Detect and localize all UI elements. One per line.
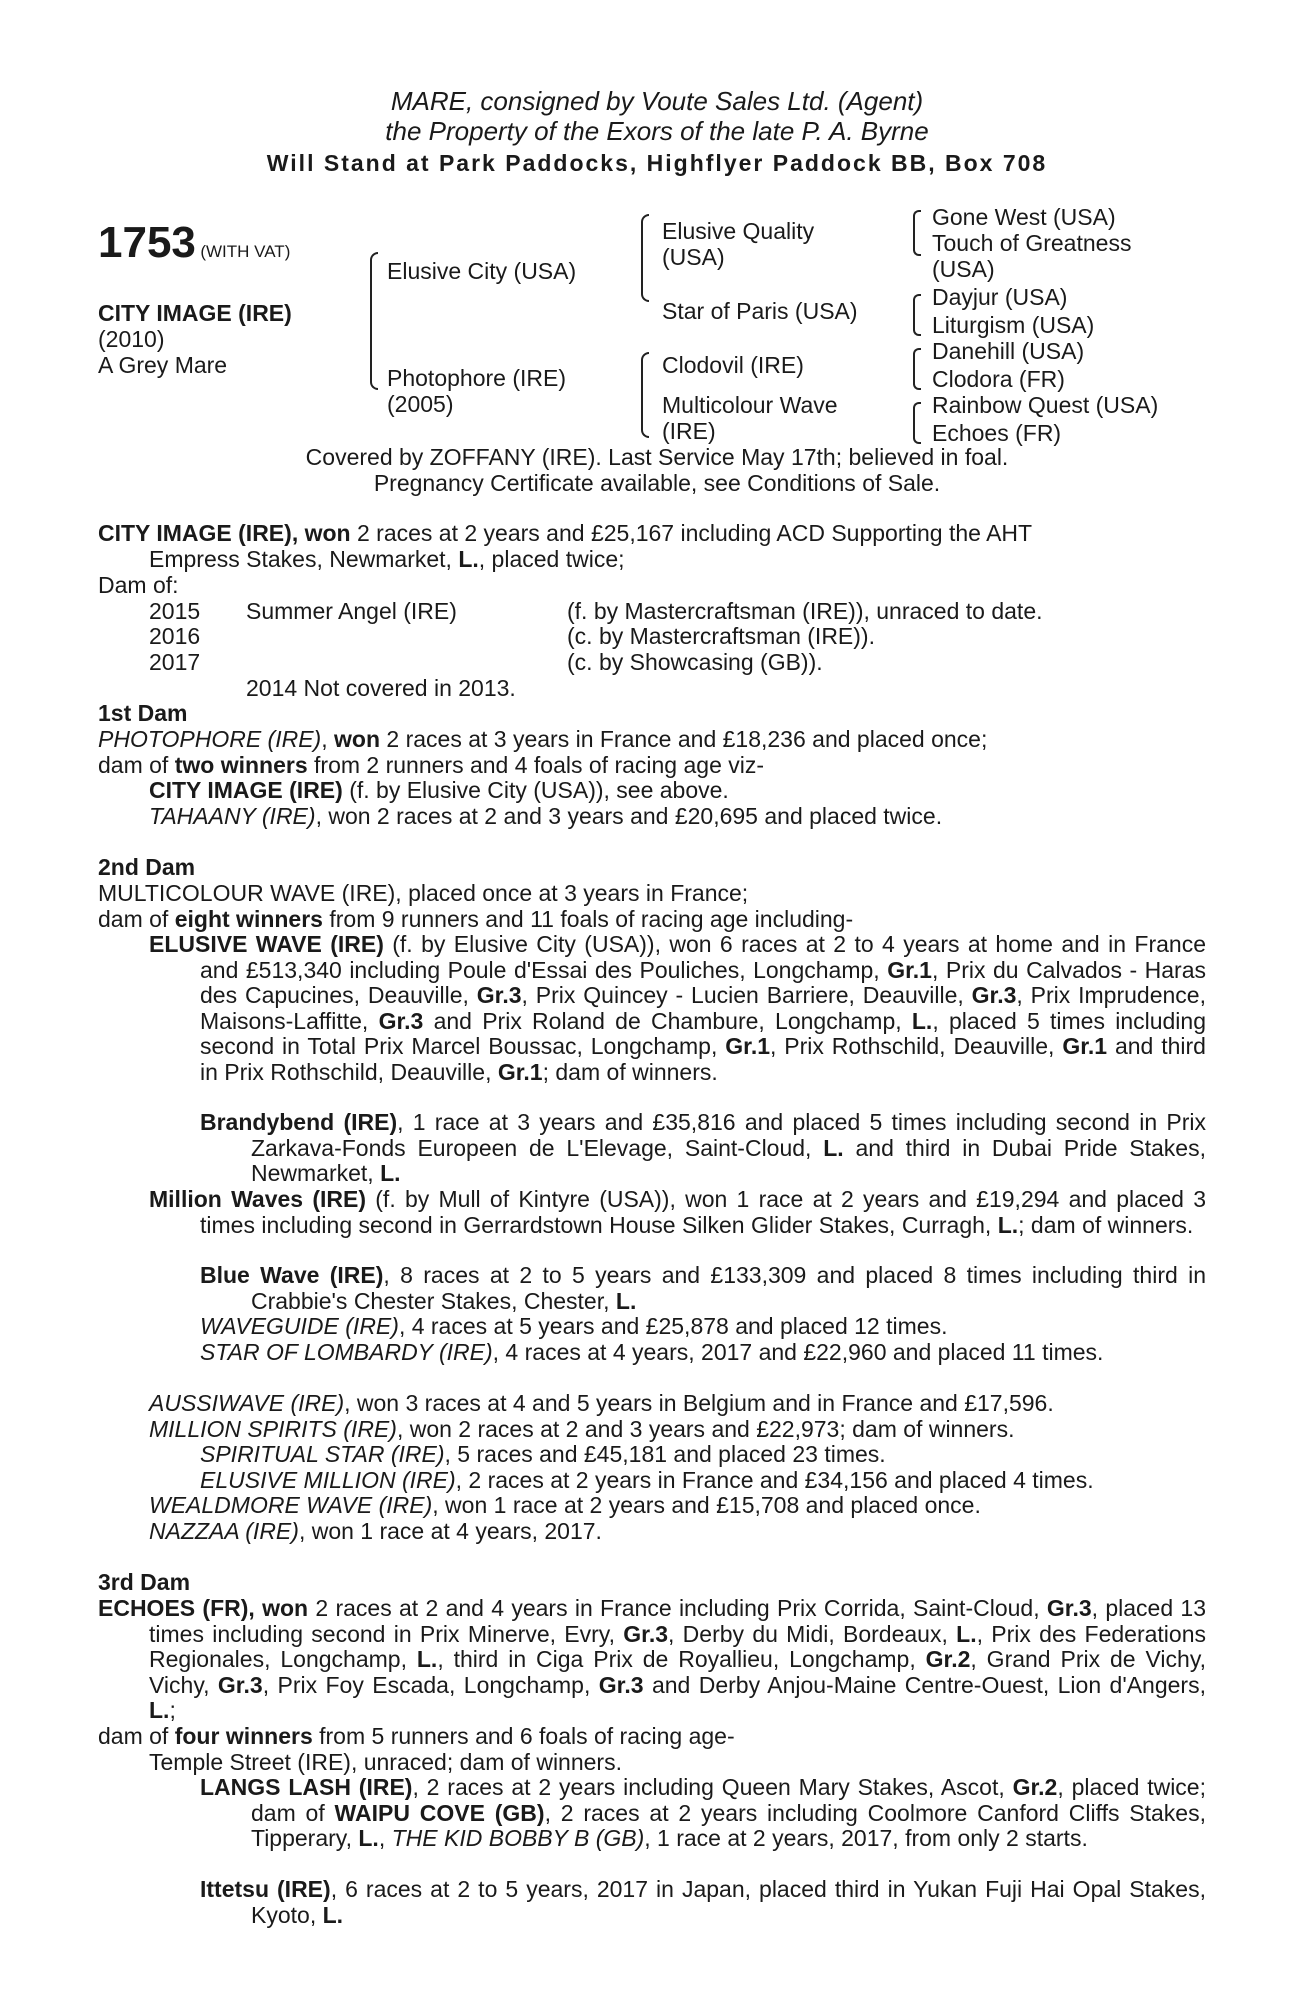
horse-name: CITY IMAGE (IRE) — [98, 300, 292, 326]
grandsire-4: Rainbow Quest (USA) — [932, 392, 1159, 418]
pedigree-brace — [641, 214, 649, 302]
produce-name: Summer Angel (IRE) — [246, 598, 457, 624]
record-line — [200, 1442, 886, 1468]
record-line — [98, 753, 764, 779]
pedigree-brace — [641, 352, 649, 438]
record-text: , 2 races at 2 years including Coolmore Canford Cliffs Stakes, Tipperary, — [251, 1799, 1206, 1851]
record-text: ; dam of winners. — [1018, 1211, 1194, 1238]
horse-name-ref: Blue Wave (IRE) — [200, 1262, 384, 1288]
record-paragraph — [200, 1774, 1206, 1852]
pedigree-brace — [370, 252, 378, 390]
record-line — [149, 1493, 981, 1519]
horse-name-ref: WAVEGUIDE (IRE) — [200, 1313, 399, 1339]
listed-tag: L. — [956, 1620, 977, 1647]
record-text: , Prix Foy Escada, Longchamp, — [262, 1671, 599, 1698]
dam-dam: Multicolour Wave — [662, 392, 838, 418]
record-text: from 9 runners and 11 foals of racing age including- — [322, 906, 854, 932]
horse-name-ref: ELUSIVE MILLION (IRE) — [200, 1467, 456, 1493]
record-line — [200, 1314, 947, 1340]
record-text: and Prix Roland de Chambure, Longchamp, — [423, 1007, 912, 1034]
record-paragraph — [98, 1595, 1206, 1724]
record-line — [200, 1468, 1094, 1494]
horse-name-ref: Brandybend (IRE) — [200, 1109, 398, 1135]
pedigree-brace — [913, 294, 921, 336]
record-text: from 5 runners and 6 foals of racing age- — [312, 1723, 735, 1749]
record-text: , 4 races at 4 years, 2017 and £22,960 and placed 11 times. — [492, 1339, 1104, 1365]
horse-name-ref: Million Waves (IRE) — [149, 1186, 367, 1212]
record-text: , 2 races at 2 years including Queen Mary Stakes, Ascot, — [412, 1774, 1013, 1800]
listed-tag: L. — [823, 1134, 844, 1161]
record-text: , Grand Prix de Vichy, Vichy, — [149, 1646, 1206, 1698]
record-text: , 1 race at 2 years, 2017, from only 2 starts. — [644, 1825, 1088, 1851]
listed-tag: L. — [911, 1007, 933, 1034]
record-paragraph — [200, 1262, 1207, 1314]
record-paragraph — [200, 1876, 1206, 1928]
record-line — [98, 907, 853, 933]
horse-name-ref: SPIRITUAL STAR (IRE) — [200, 1441, 445, 1467]
grade-tag: Gr.3 — [971, 982, 1017, 1008]
record-paragraph — [149, 931, 1206, 1085]
horse-year: (2010) — [98, 326, 165, 352]
record-text: and Derby Anjou-Maine Centre-Ouest, Lion d'Angers, — [643, 1671, 1206, 1698]
grade-tag: Gr.2 — [1012, 1774, 1058, 1800]
horse-name-ref: THE KID BOBBY B (GB) — [391, 1825, 645, 1851]
record-text: dam of — [98, 752, 175, 778]
record-paragraph — [149, 1186, 1207, 1238]
vat-note: (WITH VAT) — [200, 242, 291, 261]
pedigree-brace — [913, 348, 921, 390]
grade-tag: Gr.2 — [925, 1646, 971, 1672]
grade-tag: Gr.3 — [476, 982, 522, 1008]
sire: Elusive City (USA) — [387, 258, 577, 284]
record-line — [149, 1391, 1054, 1417]
produce-info: (f. by Mastercraftsman (IRE)), unraced to date. — [567, 598, 1043, 624]
grandsire-3: Danehill (USA) — [932, 338, 1085, 364]
record-text: 2 races at 2 and 4 years in France including Prix Corrida, Saint-Cloud, — [308, 1595, 1047, 1621]
pedigree-brace — [913, 210, 921, 256]
record-text: , placed twice; dam of — [251, 1774, 1206, 1826]
horse-name-ref: PHOTOPHORE (IRE) — [98, 726, 322, 752]
grade-tag: Gr.3 — [623, 1620, 669, 1647]
record-text: , Prix des Federations Regionales, Longchamp, — [149, 1620, 1206, 1672]
record-line: MULTICOLOUR WAVE (IRE), placed once at 3 years in France; — [98, 880, 749, 906]
covered-note: Covered by ZOFFANY (IRE). Last Service May 17th; believed in foal. — [305, 444, 1009, 470]
record-text: , third in Ciga Prix de Royallieu, Longchamp, — [437, 1646, 926, 1672]
record-text: , won 1 race at 4 years, 2017. — [298, 1518, 602, 1544]
record-text: , 6 races at 2 to 5 years, 2017 in Japan, placed third in Yukan Fuji Hai Opal Stakes, Kyoto, — [251, 1876, 1206, 1928]
listed-tag: L. — [615, 1287, 637, 1314]
pregnancy-note: Pregnancy Certificate available, see Conditions of Sale. — [373, 470, 941, 496]
produce-year: 2016 — [149, 623, 201, 649]
winners-count: eight winners — [174, 906, 323, 932]
horse-name-ref: Ittetsu (IRE) — [200, 1876, 331, 1902]
record-text: ; — [169, 1697, 176, 1723]
horse-name-ref: WEALDMORE WAVE (IRE) — [149, 1492, 433, 1518]
record-text: Empress Stakes, Newmarket, — [149, 546, 459, 572]
horse-name-ref: LANGS LASH (IRE) — [200, 1774, 413, 1800]
record-line — [98, 727, 987, 753]
record-line — [98, 1724, 735, 1750]
record-line — [149, 778, 729, 804]
record-text: , 2 races at 2 years in France and £34,156 and placed 4 times. — [455, 1467, 1094, 1493]
dam-of-label: Dam of: — [98, 572, 179, 598]
record-text: , won 2 races at 2 and 3 years and £22,973; dam of winners. — [396, 1416, 1015, 1442]
record-text: , 8 races at 2 to 5 years and £133,309 and placed 8 times including third in Crabbie's Chester Stakes, Chester, — [251, 1262, 1207, 1314]
grade-tag: Gr.1 — [1062, 1033, 1108, 1059]
pedigree-brace — [913, 402, 921, 444]
header-property: the Property of the Exors of the late P. A. Byrne — [385, 116, 929, 146]
lot-number-row — [98, 218, 290, 268]
record-text: , won 1 race at 2 years and £15,708 and placed once. — [432, 1492, 981, 1518]
first-dam-heading: 1st Dam — [98, 700, 188, 726]
horse-name-ref: CITY IMAGE (IRE) — [149, 777, 343, 803]
record-text: , won 3 races at 4 and 5 years in Belgium and in France and £17,596. — [344, 1390, 1054, 1416]
record-text: and third in Dubai Pride Stakes, Newmarket, — [251, 1134, 1206, 1186]
record-text: 2 races at 3 years in France and £18,236 and placed once; — [380, 726, 988, 752]
horse-name-ref: TAHAANY (IRE) — [149, 803, 316, 829]
won-label: , won — [291, 520, 351, 546]
horse-name-ref: ELUSIVE WAVE (IRE) — [149, 931, 384, 957]
listed-tag: L. — [458, 546, 479, 572]
record-text: , 1 race at 3 years and £35,816 and placed 5 times including second in Prix Zarkava-Fonds Europeen de L'Elevage, Saint-Cloud, — [251, 1109, 1206, 1161]
produce-year: 2017 — [149, 649, 201, 675]
dam-year: (2005) — [387, 391, 454, 417]
listed-tag: L. — [997, 1211, 1019, 1238]
grade-tag: Gr.3 — [1046, 1595, 1092, 1621]
granddam-1: Touch of Greatness — [932, 230, 1132, 256]
record-text: , Prix Imprudence, Maisons-Laffitte, — [200, 982, 1206, 1034]
horse-name-ref: MILLION SPIRITS (IRE) — [149, 1416, 397, 1442]
record-text: and third in Prix Rothschild, Deauville, — [200, 1033, 1206, 1085]
record-text: , — [378, 1825, 392, 1851]
record-line — [149, 804, 942, 830]
horse-name-ref: WAIPU COVE (GB) — [334, 1799, 545, 1826]
record-text: from 2 runners and 4 foals of racing age viz- — [307, 752, 765, 778]
horse-name-ref: CITY IMAGE (IRE) — [98, 520, 292, 546]
sire-sire: Elusive Quality — [662, 218, 815, 244]
record-text: , Prix Quincey - Lucien Barriere, Deauville, — [521, 982, 972, 1008]
record-line — [149, 547, 625, 573]
listed-tag: L. — [358, 1825, 379, 1851]
record-text: (f. by Elusive City (USA)), won 6 races at 2 to 4 years at home and in France and £513,340 including Poule d'Essai des Pouliches, Longchamp, — [200, 931, 1206, 983]
record-line — [98, 521, 1032, 547]
record-text: , won 2 races at 2 and 3 years and £20,695 and placed twice. — [315, 803, 943, 829]
winners-count: four winners — [174, 1723, 313, 1749]
record-text: dam of — [98, 1723, 175, 1749]
third-dam-heading: 3rd Dam — [98, 1569, 191, 1595]
dam: Photophore (IRE) — [387, 365, 566, 391]
horse-name-ref: NAZZAA (IRE) — [149, 1518, 299, 1544]
grade-tag: Gr.3 — [217, 1671, 263, 1698]
dam-dam-origin: (IRE) — [662, 418, 716, 444]
granddam-1-origin: (USA) — [932, 256, 995, 282]
produce-info: (c. by Showcasing (GB)). — [567, 649, 823, 675]
listed-tag: L. — [380, 1160, 401, 1186]
record-text: 2 races at 2 years and £25,167 including ACD Supporting the AHT — [350, 520, 1033, 546]
header-location: Will Stand at Park Paddocks, Highflyer Paddock BB, Box 708 — [266, 150, 1048, 176]
listed-tag: L. — [149, 1697, 170, 1723]
grandsire-2: Dayjur (USA) — [932, 284, 1068, 310]
header-consignor: MARE, consigned by Voute Sales Ltd. (Agent) — [390, 86, 924, 116]
record-text: , 4 races at 5 years and £25,878 and placed 12 times. — [398, 1313, 948, 1339]
won-label: won — [334, 726, 380, 752]
record-text: , Derby du Midi, Bordeaux, — [668, 1620, 957, 1647]
record-text: , placed twice; — [478, 546, 625, 572]
record-line: Temple Street (IRE), unraced; dam of winners. — [149, 1749, 622, 1775]
second-dam-heading: 2nd Dam — [98, 854, 196, 880]
record-text: , Prix du Calvados - Haras des Capucines, Deauville, — [200, 956, 1206, 1008]
dam-sire: Clodovil (IRE) — [662, 352, 804, 378]
grade-tag: Gr.1 — [725, 1033, 771, 1059]
won-label: , won — [248, 1595, 309, 1621]
grandsire-1: Gone West (USA) — [932, 204, 1116, 230]
grade-tag: Gr.3 — [598, 1671, 644, 1698]
record-text: (f. by Mull of Kintyre (USA)), won 1 race at 2 years and £19,294 and placed 3 times including second in Gerrardstown House Silken Glider Stakes, Curragh, — [200, 1186, 1207, 1238]
horse-name-ref: STAR OF LOMBARDY (IRE) — [200, 1339, 493, 1365]
produce-info: (c. by Mastercraftsman (IRE)). — [567, 623, 875, 649]
record-text: (f. by Elusive City (USA)), see above. — [342, 777, 729, 803]
record-text: , 5 races and £45,181 and placed 23 times. — [444, 1441, 886, 1467]
record-text: ; dam of winners. — [542, 1058, 718, 1085]
produce-year: 2015 — [149, 598, 201, 624]
not-covered-note: 2014 Not covered in 2013. — [246, 675, 516, 701]
winners-count: two winners — [174, 752, 308, 778]
granddam-2: Liturgism (USA) — [932, 312, 1095, 338]
sire-dam: Star of Paris (USA) — [662, 298, 858, 324]
horse-name-ref: ECHOES (FR) — [98, 1595, 249, 1621]
record-text: , — [321, 726, 334, 752]
granddam-4: Echoes (FR) — [932, 420, 1062, 446]
record-text: , placed 5 times including second in Total Prix Marcel Boussac, Longchamp, — [200, 1007, 1206, 1059]
grade-tag: Gr.3 — [378, 1007, 424, 1034]
horse-description: A Grey Mare — [98, 352, 228, 378]
grade-tag: Gr.1 — [887, 956, 932, 983]
listed-tag: L. — [322, 1901, 344, 1928]
lot-number: 1753 — [98, 218, 196, 267]
record-text: , placed 13 times including second in Prix Minerve, Evry, — [149, 1595, 1206, 1647]
record-line — [149, 1519, 602, 1545]
record-text: , Prix Rothschild, Deauville, — [770, 1033, 1063, 1059]
listed-tag: L. — [416, 1646, 438, 1672]
record-paragraph — [200, 1109, 1206, 1187]
record-paragraph — [200, 1339, 1206, 1366]
horse-name-ref: AUSSIWAVE (IRE) — [149, 1390, 345, 1416]
record-text: dam of — [98, 906, 175, 932]
record-line — [149, 1417, 1014, 1443]
granddam-3: Clodora (FR) — [932, 366, 1065, 392]
sire-sire-origin: (USA) — [662, 244, 725, 270]
grade-tag: Gr.1 — [497, 1058, 543, 1085]
